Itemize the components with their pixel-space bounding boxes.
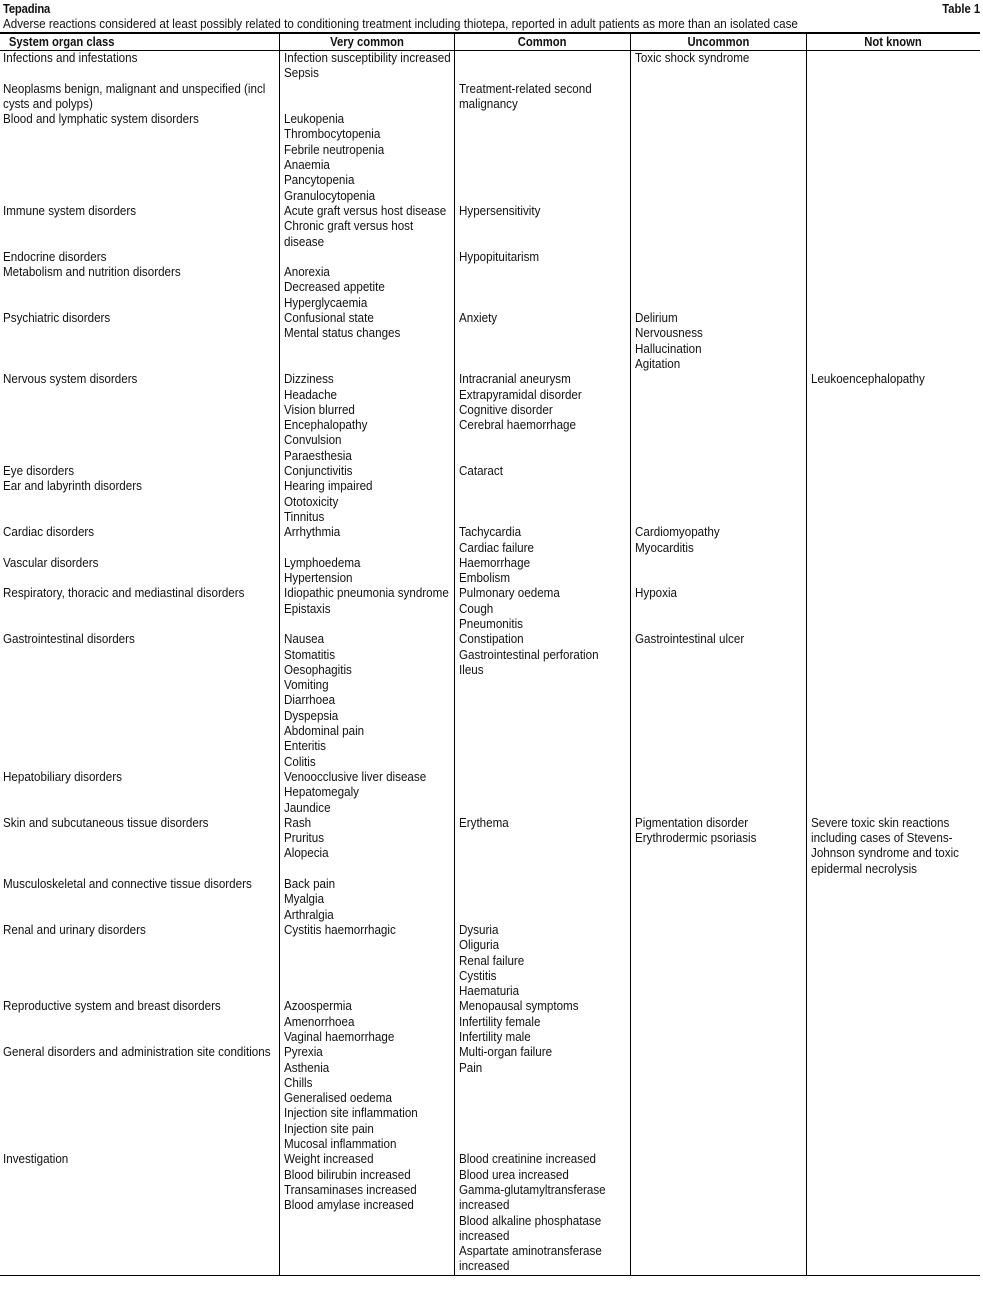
uncommon-cell [630,311,806,372]
reaction-item: Jaundice [283,800,331,815]
reaction-item: Severe toxic skin reactions including cases of Stevens-Johnson syndrome and toxic epidermal necrolysis [810,815,959,876]
not-known-cell [806,112,980,204]
soc-cell [0,372,279,464]
uncommon-cell [630,372,806,464]
uncommon-cell [630,112,806,204]
not-known-cell [806,877,980,923]
reaction-item: Thrombocytopenia [283,127,380,142]
soc-cell [0,632,279,770]
reaction-item: Nausea [283,632,324,647]
not-known-cell [806,632,980,770]
soc-cell [0,464,279,479]
reaction-item: Gastrointestinal perforation [458,647,599,662]
very-common-cell [279,999,454,1045]
not-known-cell [806,204,980,250]
reaction-item: Hypoxia [634,586,677,601]
reaction-item: Pneumonitis [458,616,523,631]
reaction-item: Amenorrhoea [283,1014,354,1029]
uncommon-cell [630,51,806,82]
reaction-item: Mental status changes [283,326,400,341]
reaction-item: Intracranial aneurysm [458,372,571,387]
not-known-cell [806,923,980,999]
reaction-item: Infertility female [458,1014,540,1029]
table-row [0,311,980,372]
uncommon-cell [630,877,806,923]
soc-cell [0,999,279,1045]
column-header-common: Common [454,33,630,51]
reaction-item: Pyrexia [283,1045,323,1060]
not-known-cell [806,372,980,464]
reaction-item: Back pain [283,877,335,892]
reaction-item: Vomiting [283,678,329,693]
table-row [0,999,980,1045]
soc-cell [0,923,279,999]
table-header-row [0,33,980,51]
very-common-cell [279,877,454,923]
reaction-item: Cerebral haemorrhage [458,418,576,433]
reaction-item: Erythema [458,815,509,830]
reaction-item: Pulmonary oedema [458,586,560,601]
very-common-cell [279,525,454,556]
system-organ-class: Cardiac disorders [3,525,95,540]
very-common-cell [279,1152,454,1275]
very-common-cell [279,112,454,204]
common-cell [454,923,630,999]
common-cell [454,816,630,877]
system-organ-class: Ear and labyrinth disorders [3,479,142,494]
reaction-item: Pigmentation disorder [634,815,748,830]
very-common-cell [279,770,454,816]
common-cell [454,525,630,556]
system-organ-class: Investigation [3,1152,69,1167]
reaction-item: Headache [283,387,337,402]
not-known-cell [806,311,980,372]
soc-cell [0,770,279,816]
not-known-cell [806,1045,980,1152]
reaction-item: Dyspepsia [283,708,338,723]
common-cell [454,770,630,816]
reaction-item: Pancytopenia [283,173,354,188]
reaction-item: Delirium [634,311,678,326]
system-organ-class: Immune system disorders [3,203,137,218]
not-known-cell [806,999,980,1045]
uncommon-cell [630,464,806,479]
table-row [0,632,980,770]
very-common-cell [279,265,454,311]
reaction-item: Convulsion [283,433,342,448]
reaction-item: Ileus [458,662,484,677]
reaction-item: Arrhythmia [283,525,340,540]
reaction-item: Haemorrhage [458,555,530,570]
system-organ-class: Endocrine disorders [3,249,107,264]
table-row [0,1152,980,1275]
reaction-item: Diarrhoea [283,693,335,708]
reaction-item: Azoospermia [283,999,352,1014]
uncommon-cell [630,250,806,265]
common-cell [454,265,630,311]
table-row [0,479,980,525]
reaction-item: Abdominal pain [283,724,364,739]
very-common-cell [279,632,454,770]
common-cell [454,204,630,250]
very-common-cell [279,464,454,479]
reaction-item: Colitis [283,754,316,769]
soc-cell [0,877,279,923]
reaction-item: Granulocytopenia [283,188,375,203]
reaction-item: Chills [283,1075,312,1090]
reaction-item: Leukoencephalopathy [810,372,925,387]
common-cell [454,1045,630,1152]
reaction-item: Haematuria [458,984,519,999]
uncommon-cell [630,82,806,113]
common-cell [454,999,630,1045]
common-cell [454,372,630,464]
soc-cell [0,1045,279,1152]
reaction-item: Cystitis [458,968,496,983]
reaction-item: Aspartate aminotransferase increased [458,1244,602,1274]
reaction-item: Agitation [634,356,680,371]
reaction-item: Oliguria [458,938,499,953]
reaction-item: Gastrointestinal ulcer [634,632,744,647]
table-row [0,51,980,82]
table-row [0,1045,980,1152]
very-common-cell [279,82,454,113]
very-common-cell [279,51,454,82]
system-organ-class: Psychiatric disorders [3,311,111,326]
reaction-item: Extrapyramidal disorder [458,387,582,402]
soc-cell [0,51,279,82]
reaction-item: Oesophagitis [283,662,352,677]
system-organ-class: Gastrointestinal disorders [3,632,135,647]
common-cell [454,82,630,113]
system-organ-class: Hepatobiliary disorders [3,769,122,784]
soc-cell [0,1152,279,1275]
column-header-soc: System organ class [0,33,279,51]
system-organ-class: Eye disorders [3,464,75,479]
very-common-cell [279,204,454,250]
not-known-cell [806,1152,980,1275]
very-common-cell [279,479,454,525]
system-organ-class: Metabolism and nutrition disorders [3,265,181,280]
reaction-item: Hyperglycaemia [283,295,367,310]
common-cell [454,311,630,372]
uncommon-cell [630,204,806,250]
soc-cell [0,586,279,632]
table-label: Table 1 [942,2,980,16]
common-cell [454,112,630,204]
reaction-item: Infection susceptibility increased [283,51,451,65]
table-row [0,770,980,816]
reaction-item: Blood urea increased [458,1167,569,1182]
reaction-item: Blood bilirubin increased [283,1167,411,1182]
soc-cell [0,250,279,265]
reaction-item: Enteritis [283,739,326,754]
document-header [3,2,980,17]
reaction-item: Vision blurred [283,402,355,417]
reaction-item: Pain [458,1060,482,1075]
table-row [0,923,980,999]
not-known-cell [806,51,980,82]
reaction-item: Tachycardia [458,525,521,540]
uncommon-cell [630,265,806,311]
reaction-item: Leukopenia [283,112,344,127]
reaction-item: Nervousness [634,326,703,341]
reaction-item: Injection site inflammation [283,1106,418,1121]
table-row [0,877,980,923]
not-known-cell [806,586,980,632]
reaction-item: Erythrodermic psoriasis [634,831,756,846]
system-organ-class: Respiratory, thoracic and mediastinal disorders [3,586,245,601]
table-row [0,372,980,464]
table-row [0,525,980,556]
reaction-item: Pruritus [283,831,324,846]
reaction-item: Idiopathic pneumonia syndrome [283,586,449,601]
reaction-item: Asthenia [283,1060,329,1075]
reaction-item: Hypersensitivity [458,203,540,218]
table-row [0,265,980,311]
reaction-item: Conjunctivitis [283,464,352,479]
reaction-item: Encephalopathy [283,418,367,433]
reaction-item: Anaemia [283,158,330,173]
reaction-item: Sepsis [283,66,319,81]
reaction-item: Hallucination [634,341,702,356]
soc-cell [0,204,279,250]
table-row [0,82,980,113]
reaction-item: Generalised oedema [283,1091,392,1106]
system-organ-class: Reproductive system and breast disorders [3,999,221,1014]
reaction-item: Cardiomyopathy [634,525,720,540]
soc-cell [0,556,279,587]
reaction-item: Embolism [458,571,510,586]
reaction-item: Vaginal haemorrhage [283,1030,394,1044]
reaction-item: Hypertension [283,571,353,586]
reaction-item: Anorexia [283,265,330,280]
not-known-cell [806,525,980,556]
system-organ-class: Infections and infestations [3,51,138,65]
adverse-reactions-table [0,32,980,1276]
common-cell [454,51,630,82]
uncommon-cell [630,770,806,816]
drug-name: Tepadina [3,2,51,16]
reaction-item: Cataract [458,464,503,479]
common-cell [454,250,630,265]
reaction-item: Constipation [458,632,524,647]
common-cell [454,464,630,479]
reaction-item: Cystitis haemorrhagic [283,922,396,937]
table-row [0,204,980,250]
reaction-item: Multi-organ failure [458,1045,552,1060]
reaction-item: Cognitive disorder [458,402,553,417]
reaction-item: Gamma-glutamyltransferase increased [458,1182,606,1213]
uncommon-cell [630,1152,806,1275]
uncommon-cell [630,525,806,556]
reaction-item: Myocarditis [634,540,694,555]
table-row [0,586,980,632]
reaction-item: Hepatomegaly [283,785,359,800]
not-known-cell [806,556,980,587]
soc-cell [0,265,279,311]
soc-cell [0,311,279,372]
reaction-item: Acute graft versus host disease [283,203,446,218]
soc-cell [0,112,279,204]
common-cell [454,877,630,923]
system-organ-class: Nervous system disorders [3,372,138,387]
table-row [0,816,980,877]
reaction-item: Dysuria [458,922,498,937]
very-common-cell [279,1045,454,1152]
reaction-item: Paraesthesia [283,448,352,463]
reaction-item: Treatment-related second malignancy [458,81,592,111]
table-row [0,464,980,479]
reaction-item: Weight increased [283,1152,374,1167]
very-common-cell [279,586,454,632]
reaction-item: Stomatitis [283,647,335,662]
common-cell [454,556,630,587]
reaction-item: Alopecia [283,846,329,861]
reaction-item: Anxiety [458,311,497,326]
system-organ-class: Renal and urinary disorders [3,922,146,937]
reaction-item: Arthralgia [283,907,334,922]
uncommon-cell [630,556,806,587]
very-common-cell [279,816,454,877]
reaction-item: Transaminases increased [283,1182,417,1197]
uncommon-cell [630,999,806,1045]
table-row [0,556,980,587]
soc-cell [0,82,279,113]
table-row [0,250,980,265]
system-organ-class: Vascular disorders [3,555,99,570]
reaction-item: Renal failure [458,953,524,968]
reaction-item: Hearing impaired [283,479,373,494]
system-organ-class: Skin and subcutaneous tissue disorders [3,815,209,830]
reaction-item: Menopausal symptoms [458,999,579,1014]
column-header-very-common: Very common [279,33,454,51]
reaction-item: Cough [458,601,493,616]
uncommon-cell [630,632,806,770]
not-known-cell [806,770,980,816]
not-known-cell [806,479,980,525]
reaction-item: Venoocclusive liver disease [283,769,426,784]
reaction-item: Lymphoedema [283,555,360,570]
reaction-item: Blood alkaline phosphatase increased [458,1213,601,1243]
reaction-item: Mucosal inflammation [283,1137,396,1152]
very-common-cell [279,556,454,587]
system-organ-class: Neoplasms benign, malignant and unspecified (incl cysts and polyps) [3,81,266,111]
reaction-item: Dizziness [283,372,334,387]
reaction-item: Infertility male [458,1030,531,1044]
reaction-item: Confusional state [283,311,374,326]
soc-cell [0,816,279,877]
reaction-item: Blood amylase increased [283,1198,414,1213]
reaction-item: Rash [283,815,311,830]
reaction-item: Blood creatinine increased [458,1152,596,1167]
reaction-item: Hypopituitarism [458,249,539,264]
reaction-item: Decreased appetite [283,280,385,295]
reaction-item: Epistaxis [283,601,331,616]
uncommon-cell [630,923,806,999]
reaction-item: Injection site pain [283,1121,374,1136]
reaction-item: Toxic shock syndrome [634,51,749,65]
table-row [0,112,980,204]
column-header-uncommon: Uncommon [630,33,806,51]
reaction-item: Febrile neutropenia [283,142,384,157]
very-common-cell [279,250,454,265]
uncommon-cell [630,586,806,632]
reaction-item: Tinnitus [283,509,324,524]
common-cell [454,479,630,525]
common-cell [454,1152,630,1275]
uncommon-cell [630,816,806,877]
not-known-cell [806,82,980,113]
table-caption: Adverse reactions considered at least possibly related to conditioning treatment including thiotepa, reported in adult patients as more than an isolated case [3,17,798,31]
soc-cell [0,479,279,525]
table-body [0,51,980,1276]
reaction-item: Myalgia [283,892,324,907]
very-common-cell [279,923,454,999]
very-common-cell [279,311,454,372]
column-header-not-known: Not known [806,33,980,51]
very-common-cell [279,372,454,464]
not-known-cell [806,464,980,479]
reaction-item: Chronic graft versus host disease [283,219,413,249]
system-organ-class: General disorders and administration site conditions [3,1045,271,1060]
common-cell [454,586,630,632]
reaction-item: Cardiac failure [458,540,534,555]
not-known-cell [806,250,980,265]
reaction-item: Ototoxicity [283,494,338,509]
not-known-cell [806,816,980,877]
not-known-cell [806,265,980,311]
common-cell [454,632,630,770]
system-organ-class: Musculoskeletal and connective tissue disorders [3,877,252,892]
uncommon-cell [630,1045,806,1152]
uncommon-cell [630,479,806,525]
soc-cell [0,525,279,556]
system-organ-class: Blood and lymphatic system disorders [3,112,199,127]
